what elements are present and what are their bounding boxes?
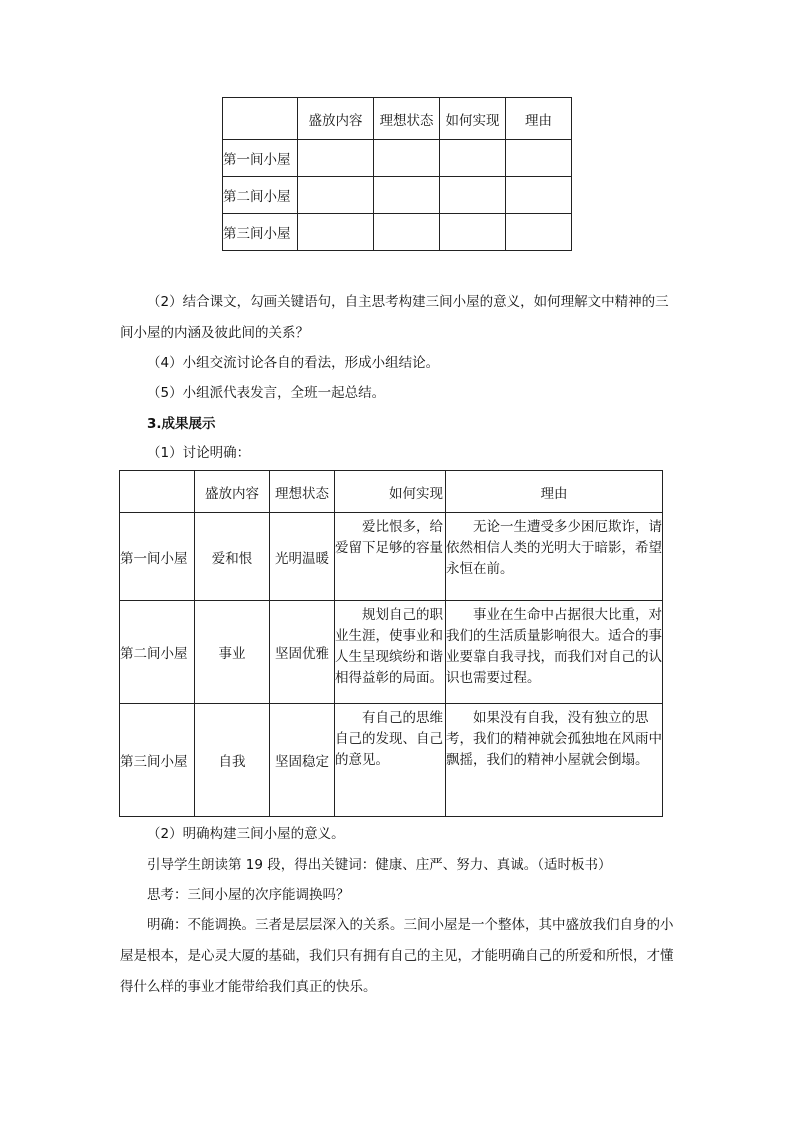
header-reason: 理由 — [446, 471, 663, 513]
empty-cell — [374, 214, 440, 251]
paragraph-step-5: （5）小组派代表发言，全班一起总结。 — [147, 385, 386, 401]
header-state: 理想状态 — [270, 471, 335, 513]
guide-paragraph: 引导学生朗读第 19 段，得出关键词：健康、庄严、努力、真诚。（适时板书） — [147, 857, 612, 873]
empty-cell — [440, 140, 506, 177]
subheading-meaning: （2）明确构建三间小屋的意义。 — [147, 826, 345, 842]
content-cell: 事业 — [195, 601, 270, 704]
empty-cell — [440, 177, 506, 214]
answer-table — [119, 470, 663, 817]
table-row — [120, 601, 663, 704]
row-label: 第一间小屋 — [223, 140, 298, 177]
empty-cell — [506, 177, 572, 214]
state-cell: 坚固优雅 — [270, 601, 335, 704]
how-cell: 爱比恨多，给爱留下足够的容量 — [335, 513, 446, 601]
empty-cell — [506, 214, 572, 251]
row-label: 第二间小屋 — [120, 601, 195, 704]
empty-cell — [506, 140, 572, 177]
table-row — [223, 177, 572, 214]
reason-cell: 如果没有自我，没有独立的思考，我们的精神就会孤独地在风雨中飘摇，我们的精神小屋就会倒塌。 — [446, 704, 663, 817]
row-label: 第一间小屋 — [120, 513, 195, 601]
question-paragraph: 思考：三间小屋的次序能调换吗？ — [147, 887, 350, 903]
header-state: 理想状态 — [374, 98, 440, 140]
paragraph-step-2: （2）结合课文，勾画关键语句，自主思考构建三间小屋的意义，如何理解文中精神的三间小屋的内涵及彼此间的关系？ — [120, 294, 669, 341]
empty-cell — [440, 214, 506, 251]
empty-cell — [298, 177, 374, 214]
header-empty — [120, 471, 195, 513]
content-cell: 爱和恨 — [195, 513, 270, 601]
empty-cell — [298, 140, 374, 177]
answer-paragraph: 明确：不能调换。三者是层层深入的关系。三间小屋是一个整体，其中盛放我们自身的小屋是根本，是心灵大厦的基础，我们只有拥有自己的主见，才能明确自己的所爱和所恨，才懂得什么样的事业才能带给我们真正的快乐。 — [120, 917, 674, 995]
state-cell: 坚固稳定 — [270, 704, 335, 817]
how-cell: 有自己的思维自己的发现、自己的意见。 — [335, 704, 446, 817]
header-content: 盛放内容 — [298, 98, 374, 140]
empty-cell — [374, 177, 440, 214]
subheading-discussion: （1）讨论明确： — [147, 445, 251, 461]
state-cell: 光明温暖 — [270, 513, 335, 601]
header-empty — [223, 98, 298, 140]
empty-cell — [374, 140, 440, 177]
row-label: 第二间小屋 — [223, 177, 298, 214]
header-how: 如何实现 — [335, 471, 446, 513]
header-reason: 理由 — [506, 98, 572, 140]
content-cell: 自我 — [195, 704, 270, 817]
reason-cell: 无论一生遭受多少困厄欺诈，请依然相信人类的光明大于暗影，希望永恒在前。 — [446, 513, 663, 601]
how-cell: 规划自己的职业生涯，使事业和人生呈现缤纷和谐相得益彰的局面。 — [335, 601, 446, 704]
section-heading: 3.成果展示 — [147, 416, 216, 432]
table-row — [120, 513, 663, 601]
header-how: 如何实现 — [440, 98, 506, 140]
reason-cell: 事业在生命中占据很大比重，对我们的生活质量影响很大。适合的事业要靠自我寻找，而我们对自己的认识也需要过程。 — [446, 601, 663, 704]
header-content: 盛放内容 — [195, 471, 270, 513]
row-label: 第三间小屋 — [120, 704, 195, 817]
paragraph-step-4: （4）小组交流讨论各自的看法，形成小组结论。 — [147, 355, 440, 371]
table-row — [120, 704, 663, 817]
empty-cell — [298, 214, 374, 251]
table-row — [223, 214, 572, 251]
blank-table — [222, 97, 572, 251]
row-label: 第三间小屋 — [223, 214, 298, 251]
table-row — [223, 140, 572, 177]
